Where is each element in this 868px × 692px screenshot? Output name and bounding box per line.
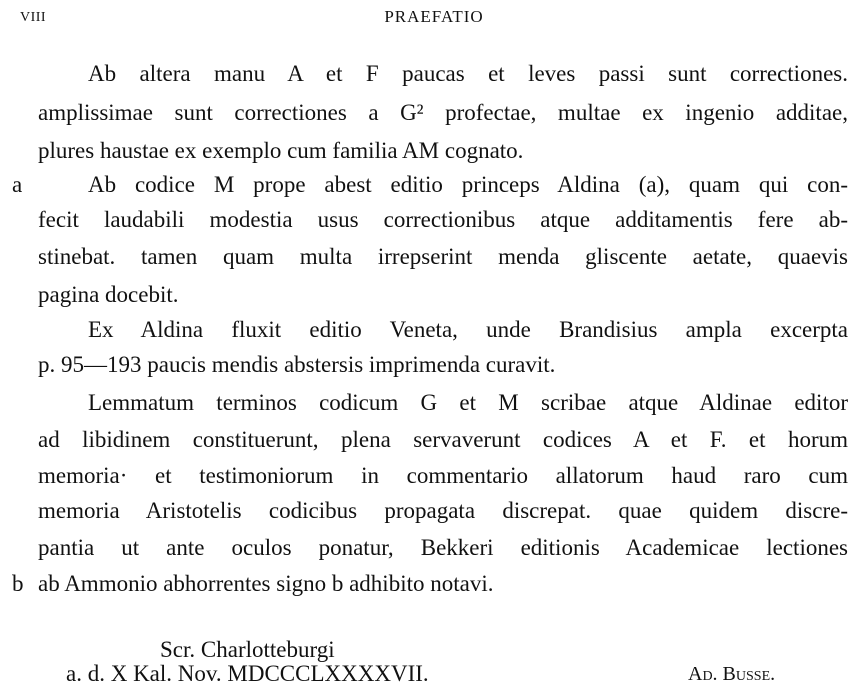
text-line: fecit laudabili modestia usus correctionibus atque additamentis fere ab- xyxy=(38,207,848,232)
running-title: PRAEFATIO xyxy=(384,7,484,26)
text-line: Ab codice M prope abest editio princeps Aldina (a), quam qui con- xyxy=(88,172,848,197)
signature-date: a. d. X Kal. Nov. MDCCCLXXXXVII. xyxy=(66,661,429,686)
text-line: stinebat. tamen quam multa irrepserint menda gliscente aetate, quaevis xyxy=(38,244,848,269)
text-line: plures haustae ex exemplo cum familia AM cognato. xyxy=(38,138,524,163)
text-line: p. 95—193 paucis mendis abstersis imprimenda curavit. xyxy=(38,352,556,377)
text-line: Ab altera manu A et F paucas et leves passi sunt correctiones. xyxy=(88,61,848,86)
signature-author: Ad. Busse. xyxy=(688,663,776,685)
margin-note-b: b xyxy=(12,571,24,596)
text-line: ad libidinem constituerunt, plena servaverunt codices A et F. et horum xyxy=(38,427,848,452)
text-line: pantia ut ante oculos ponatur, Bekkeri editionis Academicae lectiones xyxy=(38,535,848,560)
signature-place: Scr. Charlotteburgi xyxy=(160,637,335,662)
text-line: memoria· et testimoniorum in commentario allatorum haud raro cum xyxy=(38,463,848,488)
text-line: ab Ammonio abhorrentes signo b adhibito notavi. xyxy=(38,571,494,596)
margin-note-a: a xyxy=(12,172,23,197)
text-line: Lemmatum terminos codicum G et M scribae atque Aldinae editor xyxy=(88,390,848,415)
page-number: VIII xyxy=(20,10,47,25)
page-header xyxy=(0,6,868,36)
text-line: Ex Aldina fluxit editio Veneta, unde Brandisius ampla excerpta xyxy=(88,317,848,342)
text-line: amplissimae sunt correctiones a G² profectae, multae ex ingenio additae, xyxy=(38,100,848,125)
text-line: pagina docebit. xyxy=(38,282,179,307)
text-line: memoria Aristotelis codicibus propagata discrepat. quae quidem discre- xyxy=(38,498,848,523)
